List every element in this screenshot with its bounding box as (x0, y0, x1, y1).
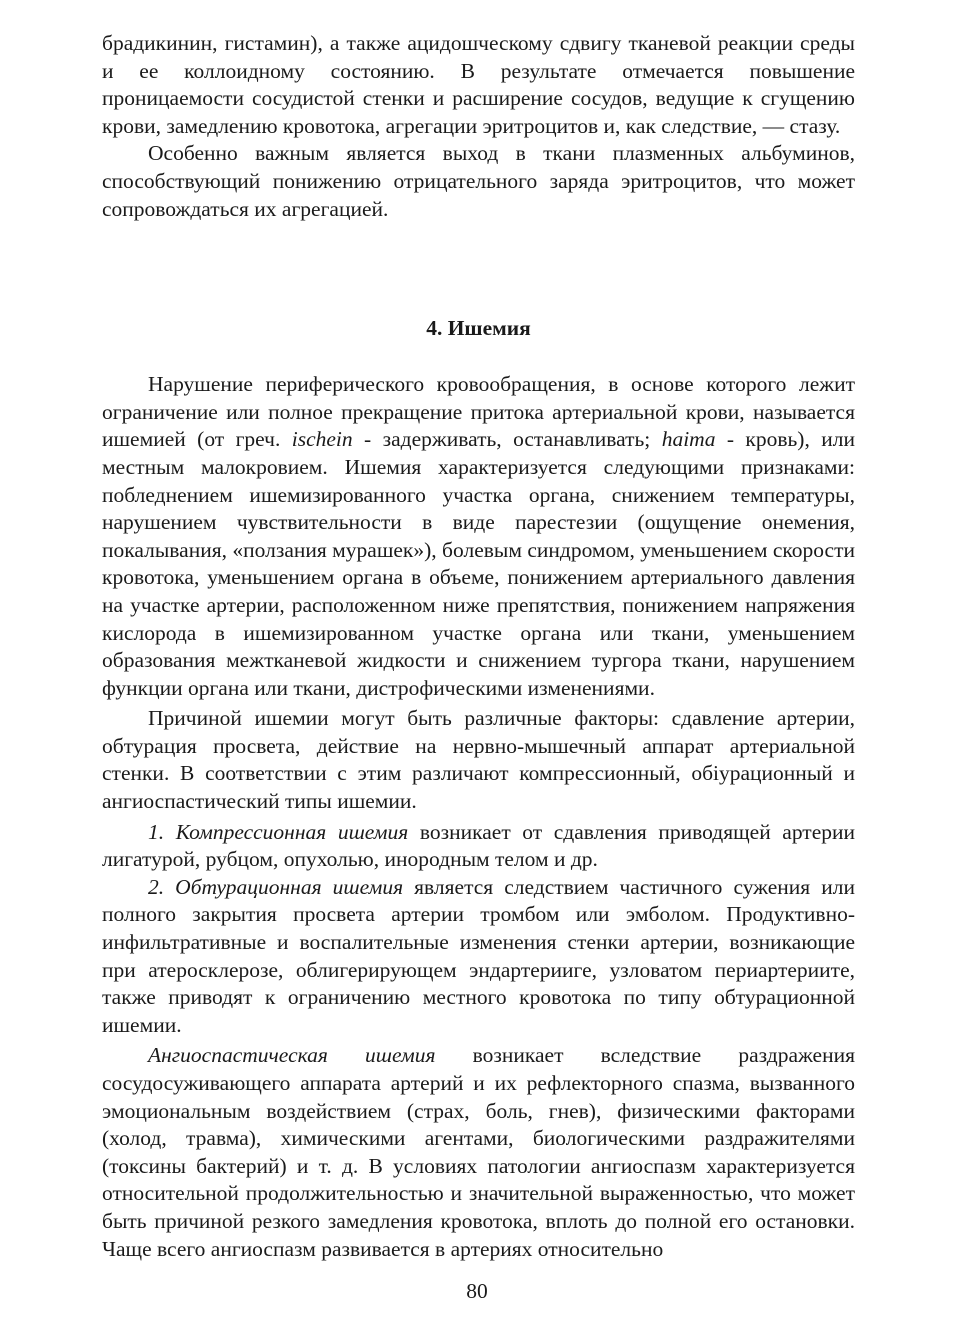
paragraph-albumins: Особенно важным является выход в ткани плазменных альбуминов, способствующий понижению отрицательного заряда эритроцитов, что может сопровождаться их агрегацией. (102, 141, 855, 221)
section-heading: 4. Ишемия (426, 316, 531, 341)
page-body (102, 30, 855, 1263)
paragraph-causes: Причиной ишемии могут быть различные факторы: сдавление артерии, обтурация просвета, действие на нервно-мышечный аппарат артериальной стенки. В соответствии с этим различают компрессионный, обiурационный и ангиоспастический типы ишемии. (102, 706, 855, 814)
paragraph-compression (102, 819, 855, 874)
paragraph-definition (102, 371, 855, 702)
term-angiospastic: Ангиоспастическая ишемия (148, 1043, 436, 1068)
paragraph-obturation (102, 874, 855, 1040)
term-compression: 1. Компрессионная ишемия (148, 819, 409, 844)
term-obturation: 2. Обтурационная ишемия (148, 874, 404, 899)
obturation-text: является следствием частичного сужения или полного закрытия просвета артерии тромбом или эмболом. Продуктивно-инфильтративные и воспалительные изменения стенки артерии, возникающие при атеросклерозе, облигерирующем эндартерииге, узловатом периартериите, также приводят к ограничению местного кровотока по типу обтурационной ишемии. (102, 874, 855, 1037)
page-number: 80 (466, 1279, 488, 1303)
definition-text-a: Нарушение периферического кровообращения, в основе которого лежит ограничение или полное прекращение притока артериальной крови, называется ишемией (от греч. (102, 372, 855, 452)
definition-text-b: - задерживать, останавливать; (352, 427, 662, 452)
paragraph-angiospastic (102, 1042, 855, 1263)
term-ischein: ischein (291, 427, 353, 452)
compression-text: возникает от сдавления приводящей артерии лигатурой, рубцом, опухолью, инородным телом и др. (102, 819, 856, 872)
term-haima: haima (661, 427, 716, 452)
angiospastic-text: возникает вследствие раздражения сосудосуживающего аппарата артерий и их рефлекторного спазма, вызванного эмоциональным воздействием (страх, боль, гнев), физическими факторами (холод, травма), химическими агентами, биологическими раздражителями (токсины бактерий) и т. д. В условиях патологии ангиоспазм характеризуется относительной продолжительностью и значительной выраженностью, что может быть причиной резкого замедления кровотока, вплоть до полной его остановки. Чаще всего ангиоспазм развивается в артериях относительно (102, 1043, 856, 1261)
definition-text-c: - кровь), или местным малокровием. Ишемия характеризуется следующими признаками: побледнением ишемизированного участка органа, снижением температуры, нарушением чувствительности в виде парестезии (ощущение онемения, покалывания, «ползания мурашек»), болевым синдромом, уменьшением скорости кровотока, уменьшением органа в объеме, понижением артериального давления на участке артерии, расположенном ниже препятствия, понижением напряжения кислорода в ишемизированном участке органа или ткани, уменьшением образования межтканевой жидкости и снижением тургора ткани, нарушением функции органа или ткани, дистрофическими изменениями. (102, 427, 855, 700)
paragraph-continuation: брадикинин, гистамин), а также ацидошческому сдвигу тканевой реакции среды и ее коллоидному состоянию. В результате отмечается повышение проницаемости сосудистой стенки и расширение сосудов, ведущие к сгущению крови, замедлению кровотока, агрегации эритроцитов и, как следствие, — стазу. (102, 31, 855, 138)
